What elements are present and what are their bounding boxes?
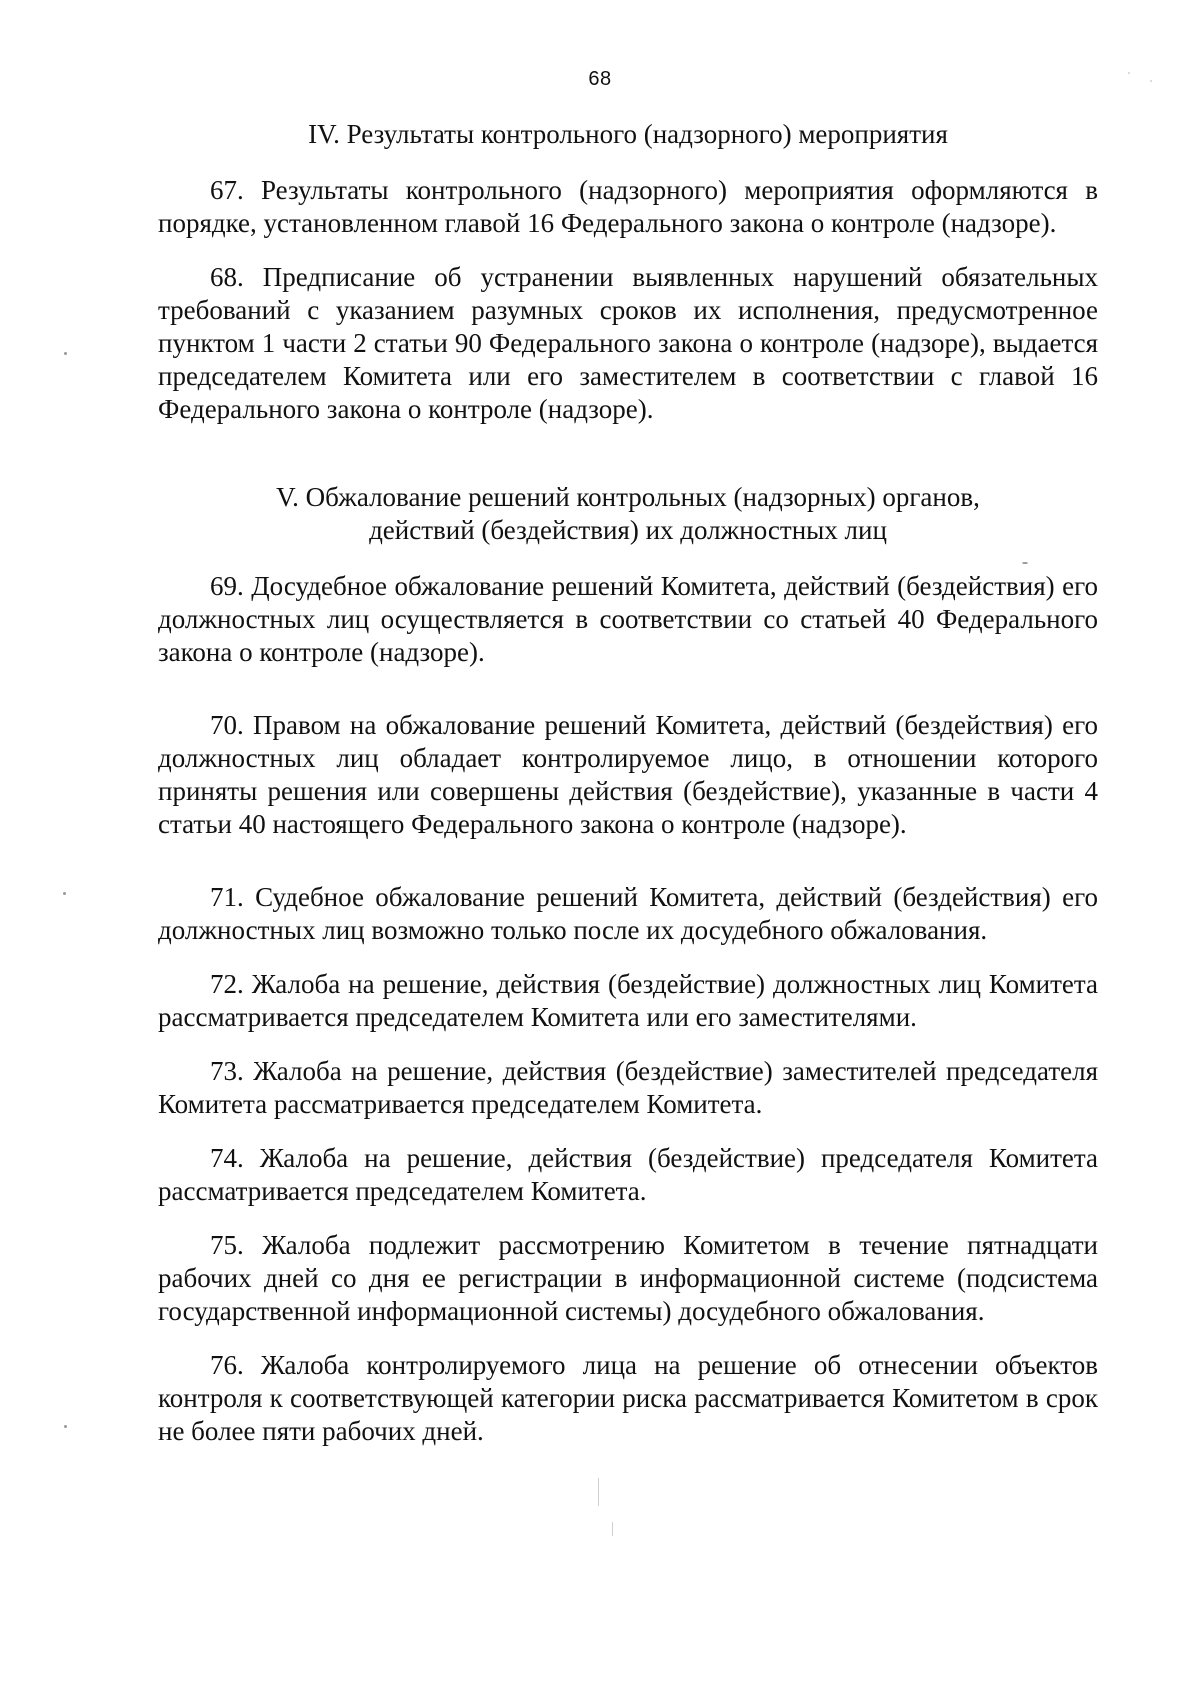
page-number: 68 [588, 68, 612, 90]
section-5-heading [158, 481, 1098, 547]
paragraph-70: 70. Правом на обжалование решений Комитета, действий (бездействия) его должностных лиц обладает контролируемое лицо, в отношении которого приняты решения или совершены действия (бездействие), указанные в части 4 статьи 40 настоящего Федерального закона о контроле (надзоре). [158, 710, 1098, 839]
scan-speck [63, 892, 66, 895]
paragraph-67: 67. Результаты контрольного (надзорного) мероприятия оформляются в порядке, установленном главой 16 Федерального закона о контроле (надзоре). [158, 175, 1098, 238]
paragraph-72: 72. Жалоба на решение, действия (бездействие) должностных лиц Комитета рассматривается председателем Комитета или его заместителями. [158, 969, 1098, 1032]
scan-speck [1150, 80, 1152, 82]
scan-speck [64, 1425, 67, 1428]
scan-speck [598, 1478, 599, 1506]
document-body [158, 118, 1098, 1448]
scan-speck [64, 352, 67, 355]
paragraph-69: 69. Досудебное обжалование решений Комитета, действий (бездействия) его должностных лиц осуществляется в соответствии со статьей 40 Федерального закона о контроле (надзоре). [158, 571, 1098, 667]
paragraph-74: 74. Жалоба на решение, действия (бездействие) председателя Комитета рассматривается председателем Комитета. [158, 1143, 1098, 1206]
paragraph-68: 68. Предписание об устранении выявленных нарушений обязательных требований с указанием разумных сроков их исполнения, предусмотренное пунктом 1 части 2 статьи 90 Федерального закона о контроле (надзоре), выдается председателем Комитета или его заместителем в соответствии с главой 16 Федерального закона о контроле (надзоре). [158, 262, 1098, 424]
scan-speck [612, 1522, 613, 1536]
paragraph-76: 76. Жалоба контролируемого лица на решение об отнесении объектов контроля к соответствующей категории риска рассматривается Комитетом в срок не более пяти рабочих дней. [158, 1350, 1098, 1446]
paragraph-71: 71. Судебное обжалование решений Комитета, действий (бездействия) его должностных лиц возможно только после их досудебного обжалования. [158, 882, 1098, 945]
scan-speck [1128, 72, 1130, 74]
section-4-heading: IV. Результаты контрольного (надзорного) мероприятия [308, 119, 948, 149]
paragraph-73: 73. Жалоба на решение, действия (бездействие) заместителей председателя Комитета рассматривается председателем Комитета. [158, 1056, 1098, 1119]
paragraph-75: 75. Жалоба подлежит рассмотрению Комитетом в течение пятнадцати рабочих дней со дня ее регистрации в информационной системе (подсистема государственной информационной системы) досудебного обжалования. [158, 1230, 1098, 1326]
scan-speck [1022, 562, 1028, 564]
section-5-heading-line-1: V. Обжалование решений контрольных (надзорных) органов, [276, 482, 980, 512]
section-5-heading-line-2: действий (бездействия) их должностных лиц [369, 515, 887, 545]
